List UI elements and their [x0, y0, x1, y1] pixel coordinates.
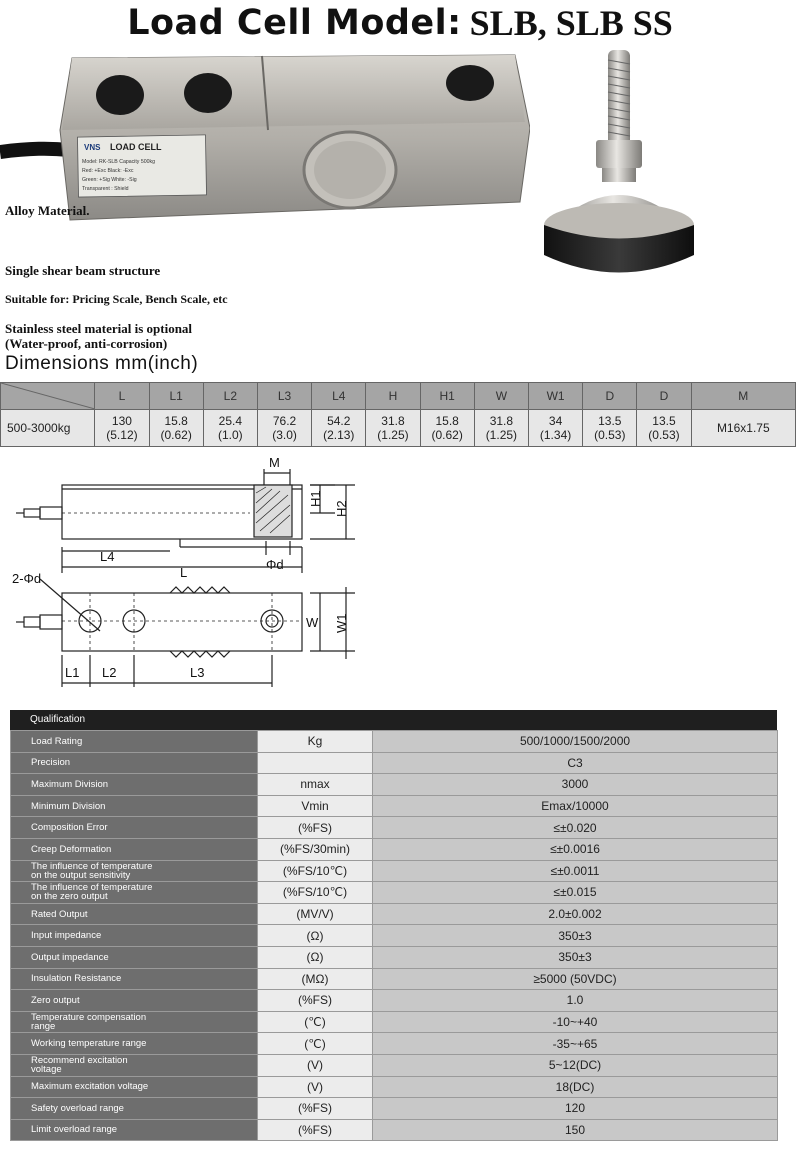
spec-value: Emax/10000 — [373, 795, 778, 817]
spec-name — [11, 990, 258, 1012]
dim-value: 31.8 (1.25) — [474, 410, 528, 447]
label-L: L — [180, 565, 188, 580]
dim-value: 34 (1.34) — [528, 410, 582, 447]
dimensions-value-row — [1, 410, 796, 447]
leveling-foot-photo — [540, 40, 720, 285]
qualification-row — [11, 1033, 778, 1055]
spec-value: ≤±0.0016 — [373, 838, 778, 860]
qualification-row — [11, 860, 778, 882]
svg-text:Model: RK-SLB Capacity 500kg: Model: RK-SLB Capacity 500kg — [82, 159, 155, 165]
spec-value: ≤±0.020 — [373, 817, 778, 839]
spec-name — [11, 903, 258, 925]
spec-name-line: Rated Output — [31, 908, 88, 920]
qualification-row — [11, 774, 778, 796]
spec-name — [11, 795, 258, 817]
dimensions-table — [0, 382, 796, 447]
spec-unit: (%FS/30min) — [258, 838, 373, 860]
spec-unit: (%FS) — [258, 1098, 373, 1120]
dim-header: L4 — [312, 383, 366, 410]
spec-name-line: Limit overload range — [31, 1124, 118, 1136]
spec-name — [11, 817, 258, 839]
corner-cell — [1, 383, 95, 410]
spec-name-line: Input impedance — [31, 930, 102, 942]
load-cell-photo — [0, 50, 530, 225]
spec-unit: Kg — [258, 731, 373, 753]
feature-structure: Single shear beam structure — [5, 263, 161, 278]
dim-header: W1 — [528, 383, 582, 410]
title-models: SLB, SLB SS — [469, 3, 673, 43]
spec-name-line: Creep Deformation — [31, 843, 112, 855]
label-L3: L3 — [190, 665, 205, 680]
label-W1: W1 — [334, 613, 349, 633]
spec-value: C3 — [373, 752, 778, 774]
qualification-table — [10, 730, 778, 1141]
dim-header: D — [637, 383, 691, 410]
qualification-row — [11, 817, 778, 839]
dim-header: H1 — [420, 383, 474, 410]
dim-value: 25.4 (1.0) — [203, 410, 257, 447]
spec-unit: (℃) — [258, 1033, 373, 1055]
spec-value: 3000 — [373, 774, 778, 796]
spec-value: 18(DC) — [373, 1076, 778, 1098]
spec-value: 1.0 — [373, 990, 778, 1012]
dim-value: 13.5 (0.53) — [583, 410, 637, 447]
label-L4: L4 — [100, 549, 115, 564]
spec-name — [11, 1054, 258, 1076]
dim-value: 76.2 (3.0) — [257, 410, 311, 447]
label-phi-d: Φd — [266, 557, 284, 572]
dim-value: 15.8 (0.62) — [149, 410, 203, 447]
spec-name-line: on the zero output — [31, 891, 108, 903]
mount-hole — [184, 73, 232, 113]
spec-value: 350±3 — [373, 925, 778, 947]
spec-unit: (MV/V) — [258, 903, 373, 925]
svg-text:Green: +Sig White: -Sig: Green: +Sig White: -Sig — [82, 177, 137, 183]
qualification-row — [11, 752, 778, 774]
svg-text:Transparent : Shield: Transparent : Shield — [82, 186, 129, 192]
spec-value: ≤±0.0011 — [373, 860, 778, 882]
svg-text:Red: +Exc Black: -Exc: Red: +Exc Black: -Exc — [82, 168, 134, 174]
dim-header: M — [691, 383, 795, 410]
qualification-title: Qualification — [10, 710, 777, 730]
dim-value: 15.8 (0.62) — [420, 410, 474, 447]
hex-nut — [596, 140, 642, 168]
dim-header: D — [583, 383, 637, 410]
qualification-row — [11, 731, 778, 753]
spec-name-line: The influence of temperature — [31, 860, 153, 872]
page-title — [0, 2, 800, 44]
technical-drawing — [10, 455, 360, 690]
dim-header: L2 — [203, 383, 257, 410]
cable — [0, 149, 70, 152]
qualification-section — [10, 710, 777, 1141]
dimensions-title: Dimensions mm(inch) — [5, 353, 199, 374]
qualification-row — [11, 838, 778, 860]
spec-name-line: Precision — [31, 757, 71, 769]
spec-name-line: Composition Error — [31, 822, 108, 834]
title-prefix: Load Cell Model: — [127, 3, 462, 43]
spec-value: 350±3 — [373, 946, 778, 968]
spec-name — [11, 1011, 258, 1033]
spec-unit: (%FS) — [258, 1119, 373, 1141]
dim-header: H — [366, 383, 420, 410]
spec-unit: (%FS) — [258, 990, 373, 1012]
spec-unit: (℃) — [258, 1011, 373, 1033]
qualification-row — [11, 903, 778, 925]
spec-unit: (V) — [258, 1076, 373, 1098]
spec-name-line: on the output sensitivity — [31, 869, 131, 881]
spec-name — [11, 882, 258, 904]
spec-value: 5~12(DC) — [373, 1054, 778, 1076]
dim-value: 31.8 (1.25) — [366, 410, 420, 447]
spec-name — [11, 731, 258, 753]
spec-name — [11, 968, 258, 990]
spec-name — [11, 946, 258, 968]
feature-stainless: Stainless steel material is optional — [5, 321, 193, 336]
feature-usage: Suitable for: Pricing Scale, Bench Scale, etc — [5, 292, 228, 306]
dim-header: W — [474, 383, 528, 410]
spec-name-line: Maximum Division — [31, 778, 109, 790]
spec-name — [11, 925, 258, 947]
label-M: M — [269, 455, 280, 470]
spec-name — [11, 1119, 258, 1141]
spec-name-line: Zero output — [31, 994, 80, 1006]
spec-unit: (%FS) — [258, 817, 373, 839]
spec-name-line: Output impedance — [31, 951, 109, 963]
spec-unit: nmax — [258, 774, 373, 796]
spec-name — [11, 1033, 258, 1055]
dim-header: L — [95, 383, 149, 410]
thread-value: M16x1.75 — [691, 410, 795, 447]
dim-value: 54.2 (2.13) — [312, 410, 366, 447]
spec-name-line: Maximum excitation voltage — [31, 1081, 149, 1093]
spec-name-line: Load Rating — [31, 735, 83, 747]
spec-name-line: range — [31, 1021, 56, 1033]
qualification-row — [11, 1119, 778, 1141]
svg-text:LOAD CELL: LOAD CELL — [110, 142, 162, 152]
qualification-row — [11, 1098, 778, 1120]
dim-value: 13.5 (0.53) — [637, 410, 691, 447]
spec-unit: (Ω) — [258, 925, 373, 947]
spec-name — [11, 774, 258, 796]
label-H1: H1 — [308, 490, 323, 507]
spec-value: ≤±0.015 — [373, 882, 778, 904]
spec-unit: (MΩ) — [258, 968, 373, 990]
spec-unit — [258, 752, 373, 774]
feature-waterproof: (Water-proof, anti-corrosion) — [5, 336, 168, 351]
label-L1: L1 — [65, 665, 80, 680]
spec-name-line: Minimum Division — [31, 800, 106, 812]
spec-name-line: Recommend excitation — [31, 1055, 128, 1067]
spec-value: -10~+40 — [373, 1011, 778, 1033]
spec-name-line: Safety overload range — [31, 1102, 124, 1114]
label-L2: L2 — [102, 665, 117, 680]
label-W: W — [306, 615, 319, 630]
capacity-range: 500-3000kg — [1, 410, 95, 447]
qualification-row — [11, 990, 778, 1012]
mount-hole — [96, 75, 144, 115]
qualification-row — [11, 795, 778, 817]
spec-name — [11, 1076, 258, 1098]
spec-name — [11, 752, 258, 774]
qualification-row — [11, 1054, 778, 1076]
dim-value: 130 (5.12) — [95, 410, 149, 447]
qualification-row — [11, 882, 778, 904]
spec-unit: (%FS/10℃) — [258, 860, 373, 882]
qualification-row — [11, 1076, 778, 1098]
spec-name — [11, 838, 258, 860]
spec-unit: (%FS/10℃) — [258, 882, 373, 904]
spec-name — [11, 860, 258, 882]
mount-hole — [446, 65, 494, 101]
spec-name — [11, 1098, 258, 1120]
qualification-row — [11, 946, 778, 968]
spec-name-line: The influence of temperature — [31, 882, 153, 894]
svg-text:VNS: VNS — [84, 143, 101, 152]
dimensions-header-row — [1, 383, 796, 410]
label-H2: H2 — [334, 500, 349, 517]
spec-unit: Vmin — [258, 795, 373, 817]
dim-header: L1 — [149, 383, 203, 410]
spec-name-line: voltage — [31, 1064, 62, 1076]
spec-unit: (Ω) — [258, 946, 373, 968]
spec-value: 150 — [373, 1119, 778, 1141]
spec-value: 2.0±0.002 — [373, 903, 778, 925]
qualification-row — [11, 925, 778, 947]
spec-value: ≥5000 (50VDC) — [373, 968, 778, 990]
spec-name-line: Temperature compensation — [31, 1012, 147, 1024]
spec-value: 500/1000/1500/2000 — [373, 731, 778, 753]
spec-unit: (V) — [258, 1054, 373, 1076]
spec-name-line: Working temperature range — [31, 1038, 147, 1050]
spec-value: -35~+65 — [373, 1033, 778, 1055]
qualification-row — [11, 1011, 778, 1033]
spec-name-line: Insulation Resistance — [31, 973, 122, 985]
spec-value: 120 — [373, 1098, 778, 1120]
label-2-phi-d: 2-Φd — [12, 571, 42, 586]
qualification-row — [11, 968, 778, 990]
dim-header: L3 — [257, 383, 311, 410]
feature-material: Alloy Material. — [5, 203, 90, 218]
